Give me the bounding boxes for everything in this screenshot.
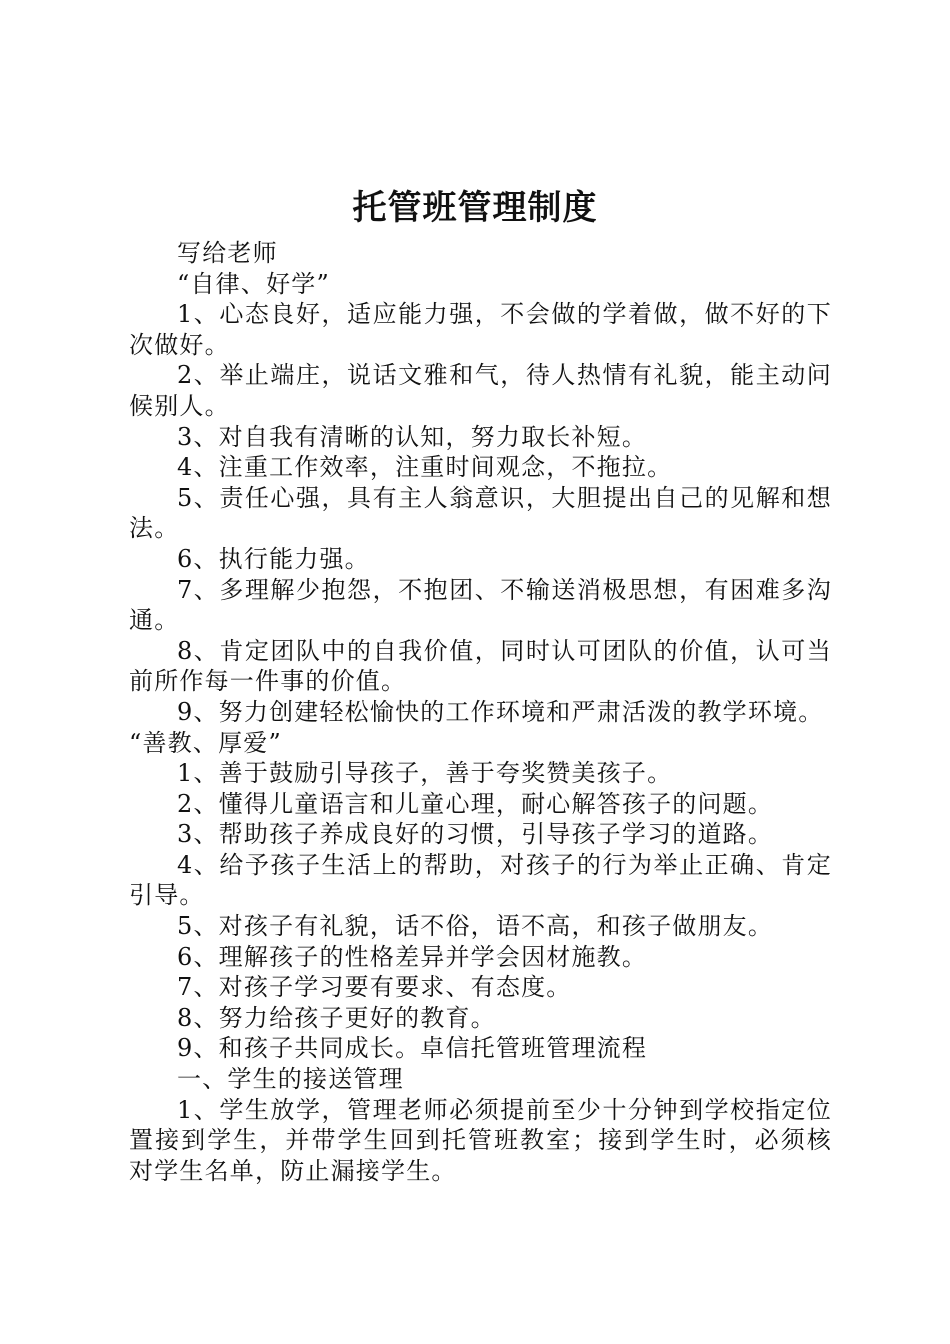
paragraph: 7、多理解少抱怨，不抱团、不输送消极思想，有困难多沟通。 bbox=[129, 575, 832, 635]
paragraph: 3、帮助孩子养成良好的习惯，引导孩子学习的道路。 bbox=[177, 820, 774, 849]
paragraph: 3、对自我有清晰的认知，努力取长补短。 bbox=[177, 422, 648, 451]
paragraph: 6、理解孩子的性格差异并学会因材施教。 bbox=[177, 942, 648, 971]
paragraph: 9、努力创建轻松愉快的工作环境和严肃活泼的教学环境。 bbox=[177, 697, 824, 726]
document-body bbox=[129, 238, 832, 1186]
paragraph: 2、举止端庄，说话文雅和气，待人热情有礼貌，能主动问候别人。 bbox=[129, 361, 832, 420]
paragraph: 2、懂得儿童语言和儿童心理，耐心解答孩子的问题。 bbox=[177, 789, 774, 818]
paragraph: 8、肯定团队中的自我价值，同时认可团队的价值，认可当前所作每一件事的价值。 bbox=[129, 636, 832, 696]
paragraph: 8、努力给孩子更好的教育。 bbox=[177, 1003, 496, 1032]
paragraph: 6、执行能力强。 bbox=[177, 544, 370, 573]
paragraph: 7、对孩子学习要有要求、有态度。 bbox=[177, 973, 572, 1002]
paragraph: 5、责任心强，具有主人翁意识，大胆提出自己的见解和想法。 bbox=[129, 483, 832, 543]
paragraph: 写给老师 bbox=[177, 239, 278, 267]
paragraph: 一、学生的接送管理 bbox=[177, 1065, 404, 1094]
paragraph: 9、和孩子共同成长。卓信托管班管理流程 bbox=[177, 1034, 648, 1063]
paragraph: 5、对孩子有礼貌，话不俗，语不高，和孩子做朋友。 bbox=[177, 912, 774, 941]
document-title: 托管班管理制度 bbox=[352, 188, 598, 228]
paragraph: 1、心态良好，适应能力强，不会做的学着做，做不好的下次做好。 bbox=[129, 300, 832, 359]
paragraph: 1、学生放学，管理老师必须提前至少十分钟到学校指定位置接到学生，并带学生回到托管班教室；接到学生时，必须核对学生名单，防止漏接学生。 bbox=[129, 1095, 832, 1185]
paragraph: 4、注重工作效率，注重时间观念，不拖拉。 bbox=[177, 453, 673, 482]
paragraph: “自律、好学” bbox=[177, 269, 330, 298]
paragraph: 1、善于鼓励引导孩子，善于夸奖赞美孩子。 bbox=[177, 759, 673, 788]
paragraph: 4、给予孩子生活上的帮助，对孩子的行为举止正确、肯定引导。 bbox=[129, 850, 832, 910]
section-heading: “善教、厚爱” bbox=[129, 728, 282, 757]
